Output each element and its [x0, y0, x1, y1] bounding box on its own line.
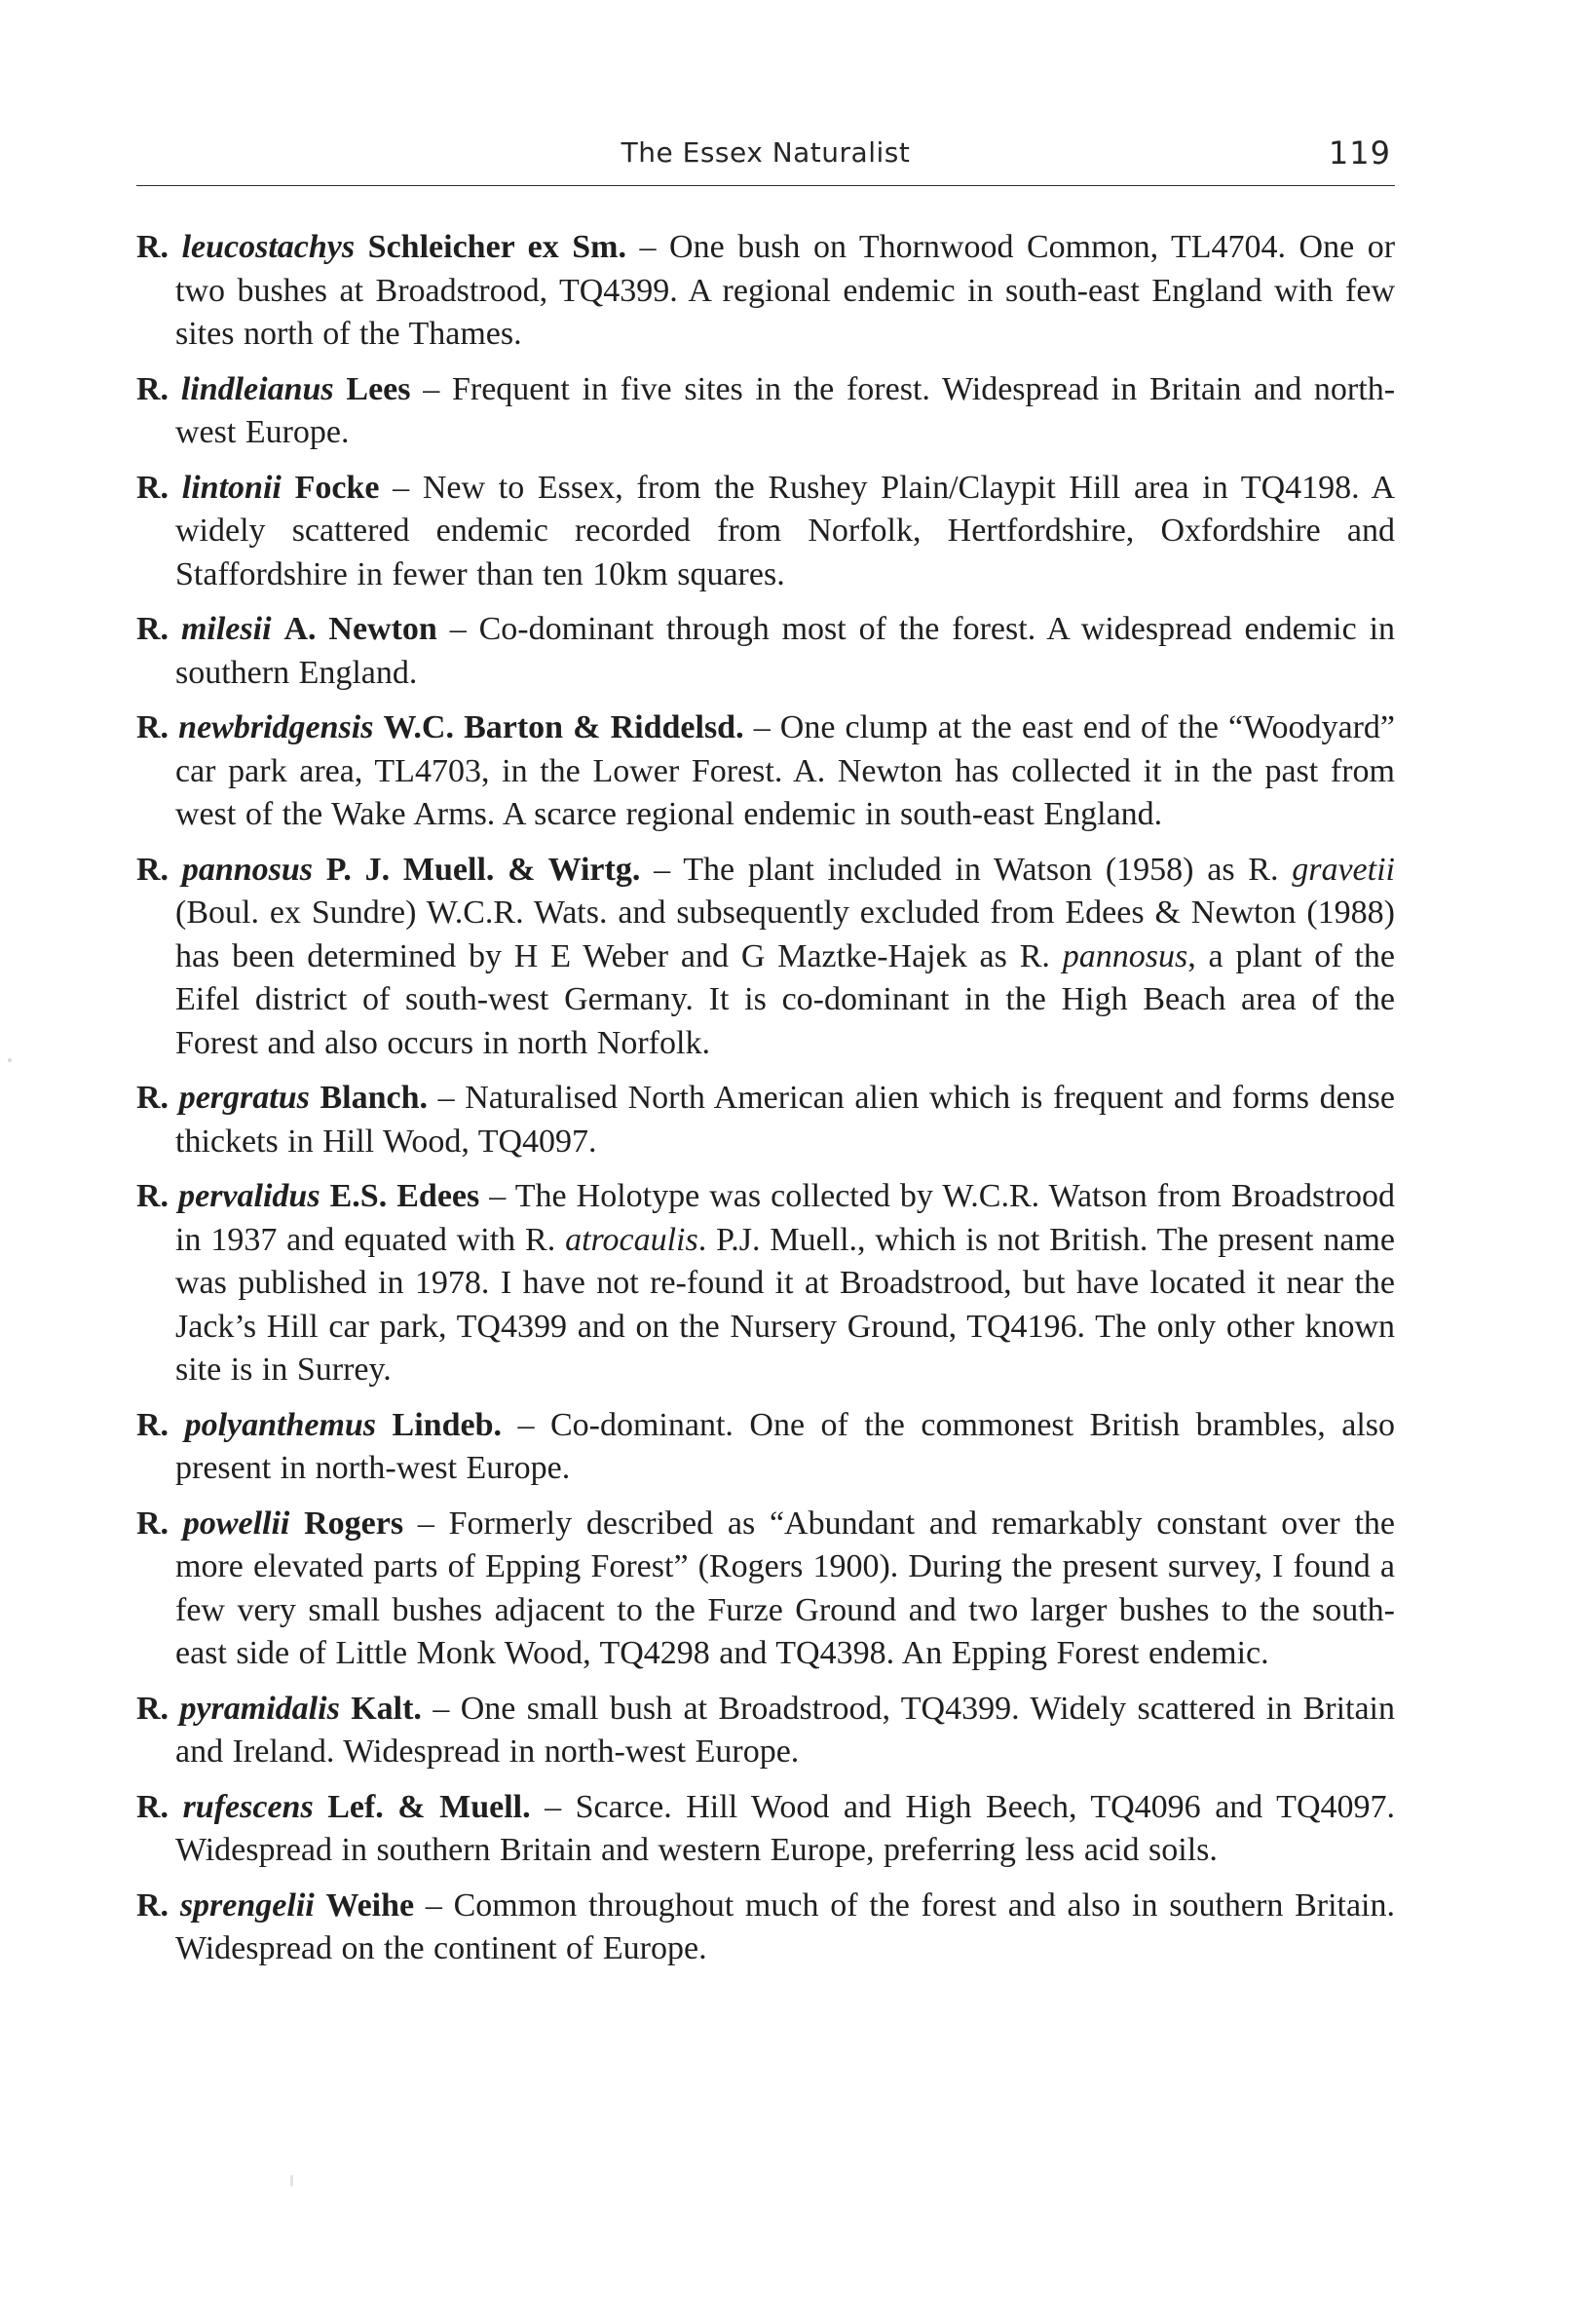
species-epithet: lindleianus — [180, 370, 334, 407]
genus-abbrev: R. — [136, 1690, 169, 1727]
species-entry-leucostachys — [136, 226, 1395, 357]
species-note: – Scarce. Hill Wood and High Beech, TQ4096 and TQ4097. Widespread in southern Britain and western Europe, preferring less acid soils. — [175, 1788, 1396, 1868]
species-epithet: pergratus — [178, 1080, 310, 1116]
species-author: W.C. Barton & Riddelsd. — [383, 709, 744, 745]
genus-abbrev: R. — [136, 1788, 169, 1825]
species-author: Blanch. — [320, 1080, 428, 1116]
species-author: E.S. Edees — [329, 1178, 480, 1214]
species-author: Focke — [294, 469, 380, 506]
species-note: – Common throughout much of the forest and also in southern Britain. Widespread on the continent of Europe. — [175, 1886, 1396, 1966]
genus-abbrev: R. — [136, 370, 169, 407]
species-entry-lindleianus — [136, 368, 1395, 455]
cited-epithet: pannosus — [1062, 937, 1188, 974]
genus-abbrev: R. — [136, 1178, 169, 1214]
scan-speck — [8, 1058, 12, 1062]
species-author: Kalt. — [351, 1690, 422, 1727]
species-note: – Co-dominant. One of the commonest British brambles, also present in north-west Europe. — [175, 1406, 1396, 1486]
species-note: (Boul. ex Sundre) W.C.R. Wats. and subsequently excluded from Edees & Newton (1988) has been determined by H E Weber and G Maztke-Hajek as R. — [175, 895, 1395, 974]
species-epithet: leucostachys — [181, 229, 356, 265]
species-entry-pannosus — [136, 849, 1395, 1066]
species-entry-rufescens — [136, 1786, 1395, 1873]
species-epithet: pervalidus — [178, 1178, 320, 1214]
genus-abbrev: R. — [136, 611, 169, 647]
species-entry-pyramidalis — [136, 1688, 1395, 1774]
species-note: – Naturalised North American alien which is frequent and forms dense thickets in Hill Wood, TQ4097. — [175, 1080, 1395, 1160]
running-title: The Essex Naturalist — [621, 136, 911, 169]
species-entry-sprengelii — [136, 1885, 1395, 1971]
species-note: – One bush on Thornwood Common, TL4704. One or two bushes at Broadstrood, TQ4399. A regional endemic in south-east England with few sites north of the Thames. — [175, 229, 1396, 352]
species-author: Lees — [346, 370, 411, 407]
species-epithet: lintonii — [181, 469, 282, 506]
scan-speck — [290, 2175, 293, 2187]
genus-abbrev: R. — [136, 1406, 169, 1443]
genus-abbrev: R. — [136, 1505, 169, 1542]
species-note: , a plant of the Eifel district of south-west Germany. It is co-dominant in the High Beach area of the Forest and also occurs in north Norfolk. — [175, 937, 1395, 1061]
species-author: P. J. Muell. & Wirtg. — [325, 851, 641, 888]
species-entry-milesii — [136, 608, 1395, 695]
species-author: Lef. & Muell. — [327, 1788, 531, 1825]
genus-abbrev: R. — [136, 709, 169, 745]
species-author: A. Newton — [283, 611, 437, 647]
species-note: – One small bush at Broadstrood, TQ4399. Widely scattered in Britain and Ireland. Widespread in north-west Europe. — [175, 1690, 1395, 1770]
species-note: – One clump at the east end of the “Woodyard” car park area, TL4703, in the Lower Forest. A. Newton has collected it in the past from west of the Wake Arms. A scarce regional endemic in south-east England. — [175, 709, 1396, 832]
genus-abbrev: R. — [136, 1080, 169, 1116]
species-note: – Frequent in five sites in the forest. Widespread in Britain and north-west Europe. — [175, 370, 1396, 450]
genus-abbrev: R. — [136, 229, 169, 265]
species-author: Schleicher ex Sm. — [367, 229, 626, 265]
genus-abbrev: R. — [136, 851, 169, 888]
cited-epithet: atrocaulis — [565, 1221, 698, 1258]
species-note: – Co-dominant through most of the forest. A widespread endemic in southern England. — [175, 611, 1396, 691]
species-epithet: sprengelii — [179, 1886, 315, 1924]
species-entry-lintonii — [136, 467, 1395, 597]
species-note: – The Holotype was collected by W.C.R. Watson from Broadstrood in 1937 and equated with R. — [175, 1178, 1395, 1258]
species-note: – New to Essex, from the Rushey Plain/Claypit Hill area in TQ4198. A widely scattered endemic recorded from Norfolk, Hertfordshire, Oxfordshire and Staffordshire in fewer than ten 10km squares. — [175, 469, 1396, 592]
species-epithet: newbridgensis — [178, 709, 374, 745]
page-number: 119 — [1328, 134, 1391, 171]
species-epithet: rufescens — [182, 1788, 314, 1825]
species-epithet: polyanthemus — [184, 1406, 377, 1443]
species-list — [136, 226, 1395, 1983]
species-author: Rogers — [304, 1505, 404, 1542]
species-note: . P.J. Muell., which is not British. The present name was published in 1978. I have not re-found it at Broadstrood, but have located it near the Jack’s Hill car park, TQ4399 and on the Nursery Ground, TQ4196. The only other known site is in Surrey. — [175, 1221, 1395, 1388]
species-entry-polyanthemus — [136, 1404, 1395, 1491]
species-note: – The plant included in Watson (1958) as R. — [640, 851, 1293, 888]
species-epithet: powellii — [182, 1505, 290, 1542]
species-author: Weihe — [325, 1886, 415, 1924]
species-entry-pervalidus — [136, 1175, 1395, 1392]
species-author: Lindeb. — [392, 1406, 502, 1443]
species-epithet: pyramidalis — [179, 1690, 340, 1727]
species-entry-newbridgensis — [136, 706, 1395, 837]
species-entry-pergratus — [136, 1077, 1395, 1163]
species-note: – Formerly described as “Abundant and remarkably constant over the more elevated parts of Epping Forest” (Rogers 1900). During the present survey, I found a few very small bushes adjacent to the Furze Ground and two larger bushes to the south-east side of Little Monk Wood, TQ4298 and TQ4398. An Epping Forest endemic. — [175, 1505, 1395, 1671]
cited-epithet: gravetii — [1292, 851, 1395, 888]
genus-abbrev: R. — [136, 469, 169, 506]
genus-abbrev: R. — [136, 1886, 169, 1924]
species-epithet: pannosus — [181, 851, 314, 888]
species-epithet: milesii — [180, 611, 272, 647]
species-entry-powellii — [136, 1503, 1395, 1676]
running-header — [136, 136, 1395, 186]
